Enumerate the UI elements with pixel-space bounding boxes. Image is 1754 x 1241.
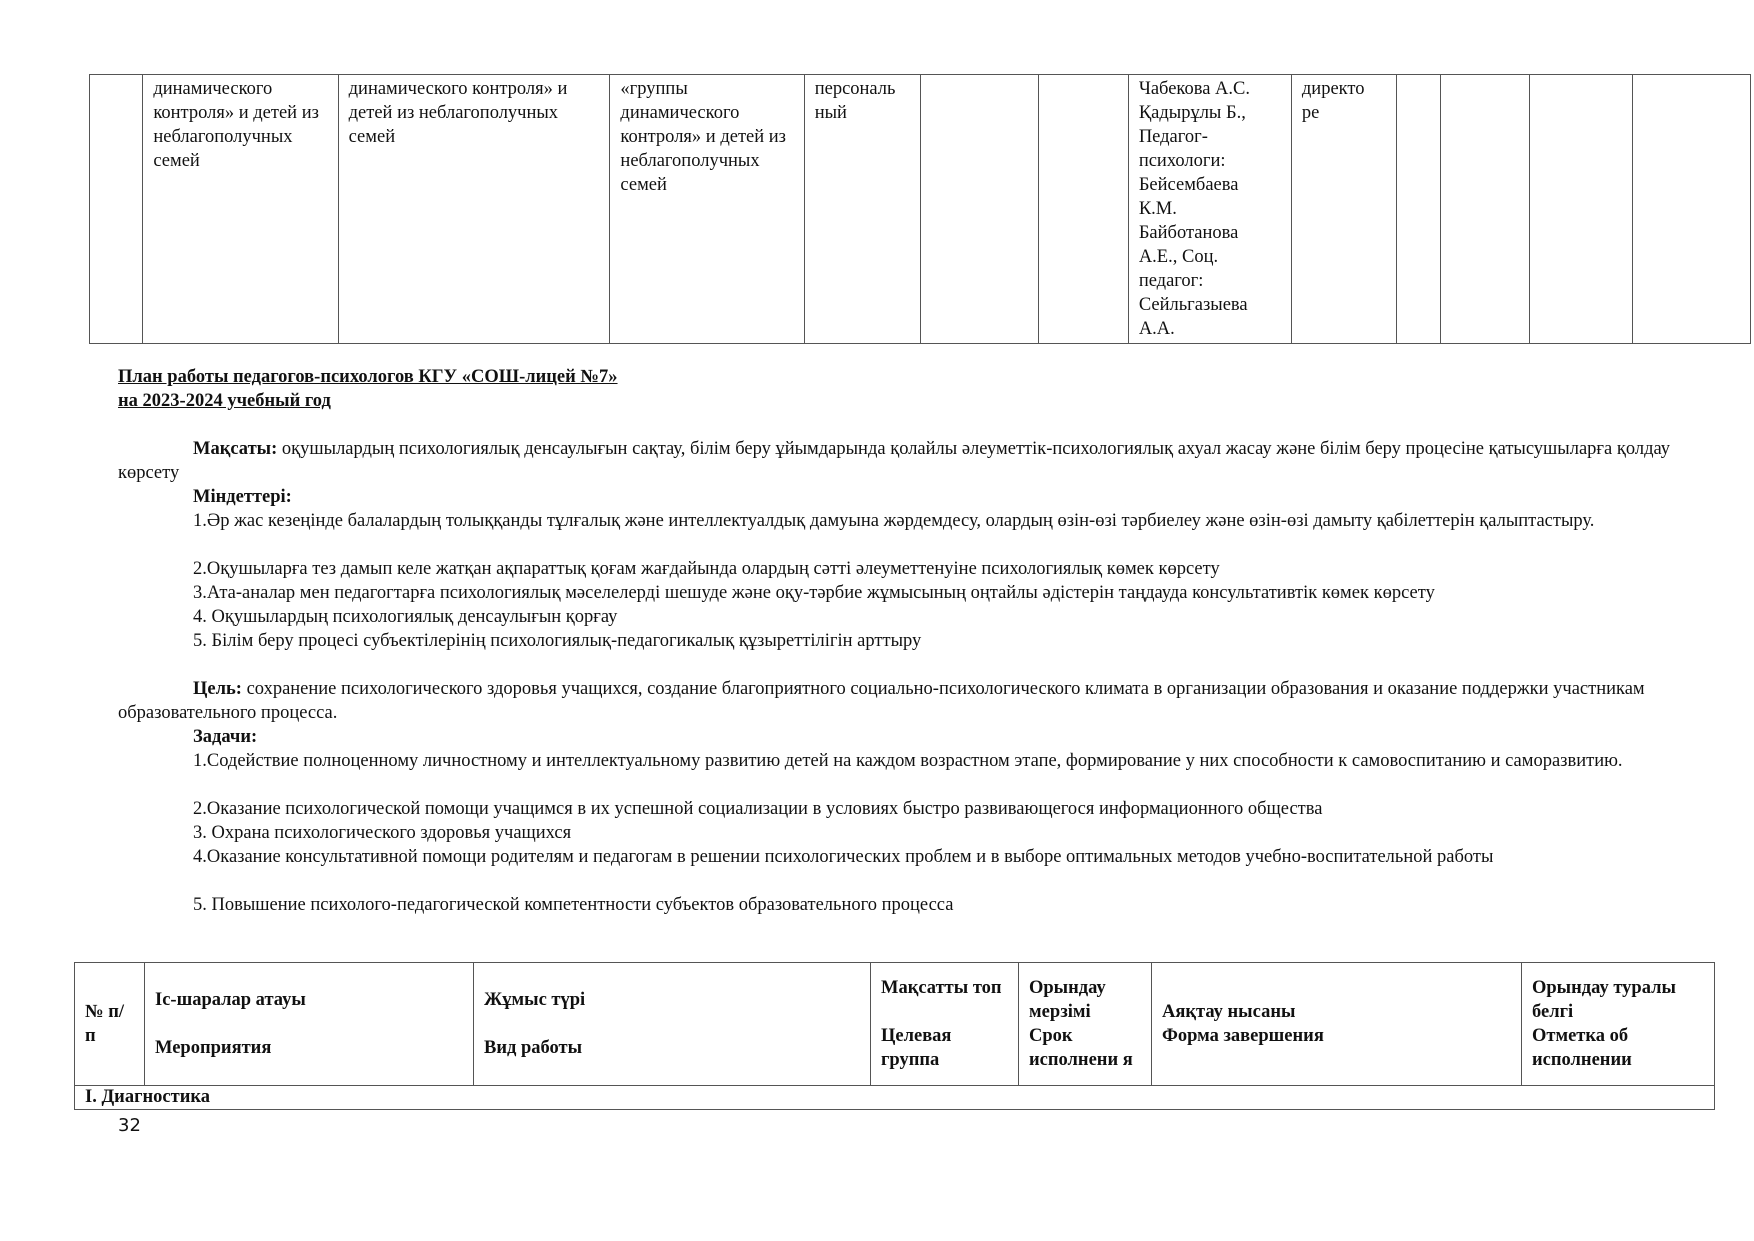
table-cell: персональ ный [804,75,921,344]
table-cell [1530,75,1633,344]
col-header-deadline: Орындау мерзімі Срок исполнени я [1019,963,1152,1086]
section-diagnostics: I. Диагностика [75,1086,1715,1110]
table-header-row [75,963,1715,1086]
kz-goal [118,437,1678,485]
page-number: 32 [118,1115,141,1136]
ru-task-item: 5. Повышение психолого-педагогической компетентности субъектов образовательного процесса [193,895,954,915]
plan-title: План работы педагогов-психологов КГУ «СОШ-лицей №7» [118,367,618,387]
table-cell: динамического контроля» и детей из неблагополучных семей [143,75,338,344]
plan-year: на 2023-2024 учебный год [118,391,331,411]
continuation-table [89,74,1751,344]
table-cell: динамического контроля» и детей из неблагополучных семей [338,75,610,344]
ru-task-item: 4.Оказание консультативной помощи родителям и педагогам в решении психологических проблем и в выборе оптимальных методов учебно-воспитательной работы [193,847,1494,867]
plan-table [74,962,1715,1110]
ru-task-item: 2.Оказание психологической помощи учащимся в их успешной социализации в условиях быстро развивающегося информационного общества [193,799,1323,819]
table-cell [1633,75,1751,344]
kz-task-item: 1.Әр жас кезеңінде балалардың толыққанды тұлғалық және интеллектуалдық дамуына жәрдемдесу, олардың өзін-өзі тәрбиелеу және өзін-өзі дамыту қабілеттерін қалыптастыру. [193,511,1595,531]
kz-task-item: 3.Ата-аналар мен педагогтарға психологиялық мәселелерді шешуде және оқу-тәрбие жұмысының оңтайлы әдістерін таңдауда консультативтік көмек көрсету [193,583,1435,603]
table-cell [921,75,1039,344]
col-header-number: № п/п [75,963,145,1086]
kz-goal-text: оқушылардың психологиялық денсаулығын сақтау, білім беру ұйымдарында қолайлы әлеуметтік-психологиялық ахуал жасау және білім беру процесіне қатысушыларға қолдау көрсету [118,439,1671,483]
ru-task-item: 1.Содействие полноценному личностному и интеллектуальному развитию детей на каждом возрастном этапе, формирование у них способности к самовоспитанию и саморазвитию. [193,751,1623,771]
ru-goal-text: сохранение психологического здоровья учащихся, создание благоприятного социально-психологического климата в организации образования и оказание поддержки участникам образовательного процесса. [118,679,1645,723]
table-cell [1039,75,1129,344]
kz-goal-label: Мақсаты: [193,439,278,459]
ru-tasks-label: Задачи: [193,727,258,747]
ru-goal-label: Цель: [193,679,242,699]
kz-task-item: 2.Оқушыларға тез дамып келе жатқан ақпараттық қоғам жағдайында олардың сәтті әлеуметтенуіне психологиялық көмек көрсету [193,559,1220,579]
col-header-work-type: Жұмыс түрі Вид работы [474,963,871,1086]
col-header-completion-form: Аяқтау нысаны Форма завершения [1152,963,1522,1086]
table-row [90,75,1751,344]
kz-task-item: 4. Оқушылардың психологиялық денсаулығын қорғау [193,607,618,627]
ru-task-item: 3. Охрана психологического здоровья учащихся [193,823,572,843]
col-header-execution-mark: Орындау туралы белгі Отметка об исполнении [1522,963,1715,1086]
ru-goal [118,677,1678,725]
table-cell [1440,75,1530,344]
table-cell: Чабекова А.С. Қадырұлы Б., Педагог-психологи: Бейсембаева К.М. Байботанова А.Е., Соц. педагог: Сейльгазыева А.А. [1128,75,1291,344]
table-cell [90,75,143,344]
table-cell [1396,75,1440,344]
col-header-event: Іс-шаралар атауы Мероприятия [145,963,474,1086]
table-cell: директо ре [1291,75,1396,344]
table-section-row [75,1086,1715,1110]
kz-task-item: 5. Білім беру процесі субъектілерінің психологиялық-педагогикалық құзыреттілігін арттыру [193,631,922,651]
kz-tasks-label: Міндеттері: [193,487,292,507]
col-header-target-group: Мақсатты топ Целевая группа [871,963,1019,1086]
plan-heading [118,365,618,413]
table-cell: «группы динамического контроля» и детей из неблагополучных семей [610,75,804,344]
